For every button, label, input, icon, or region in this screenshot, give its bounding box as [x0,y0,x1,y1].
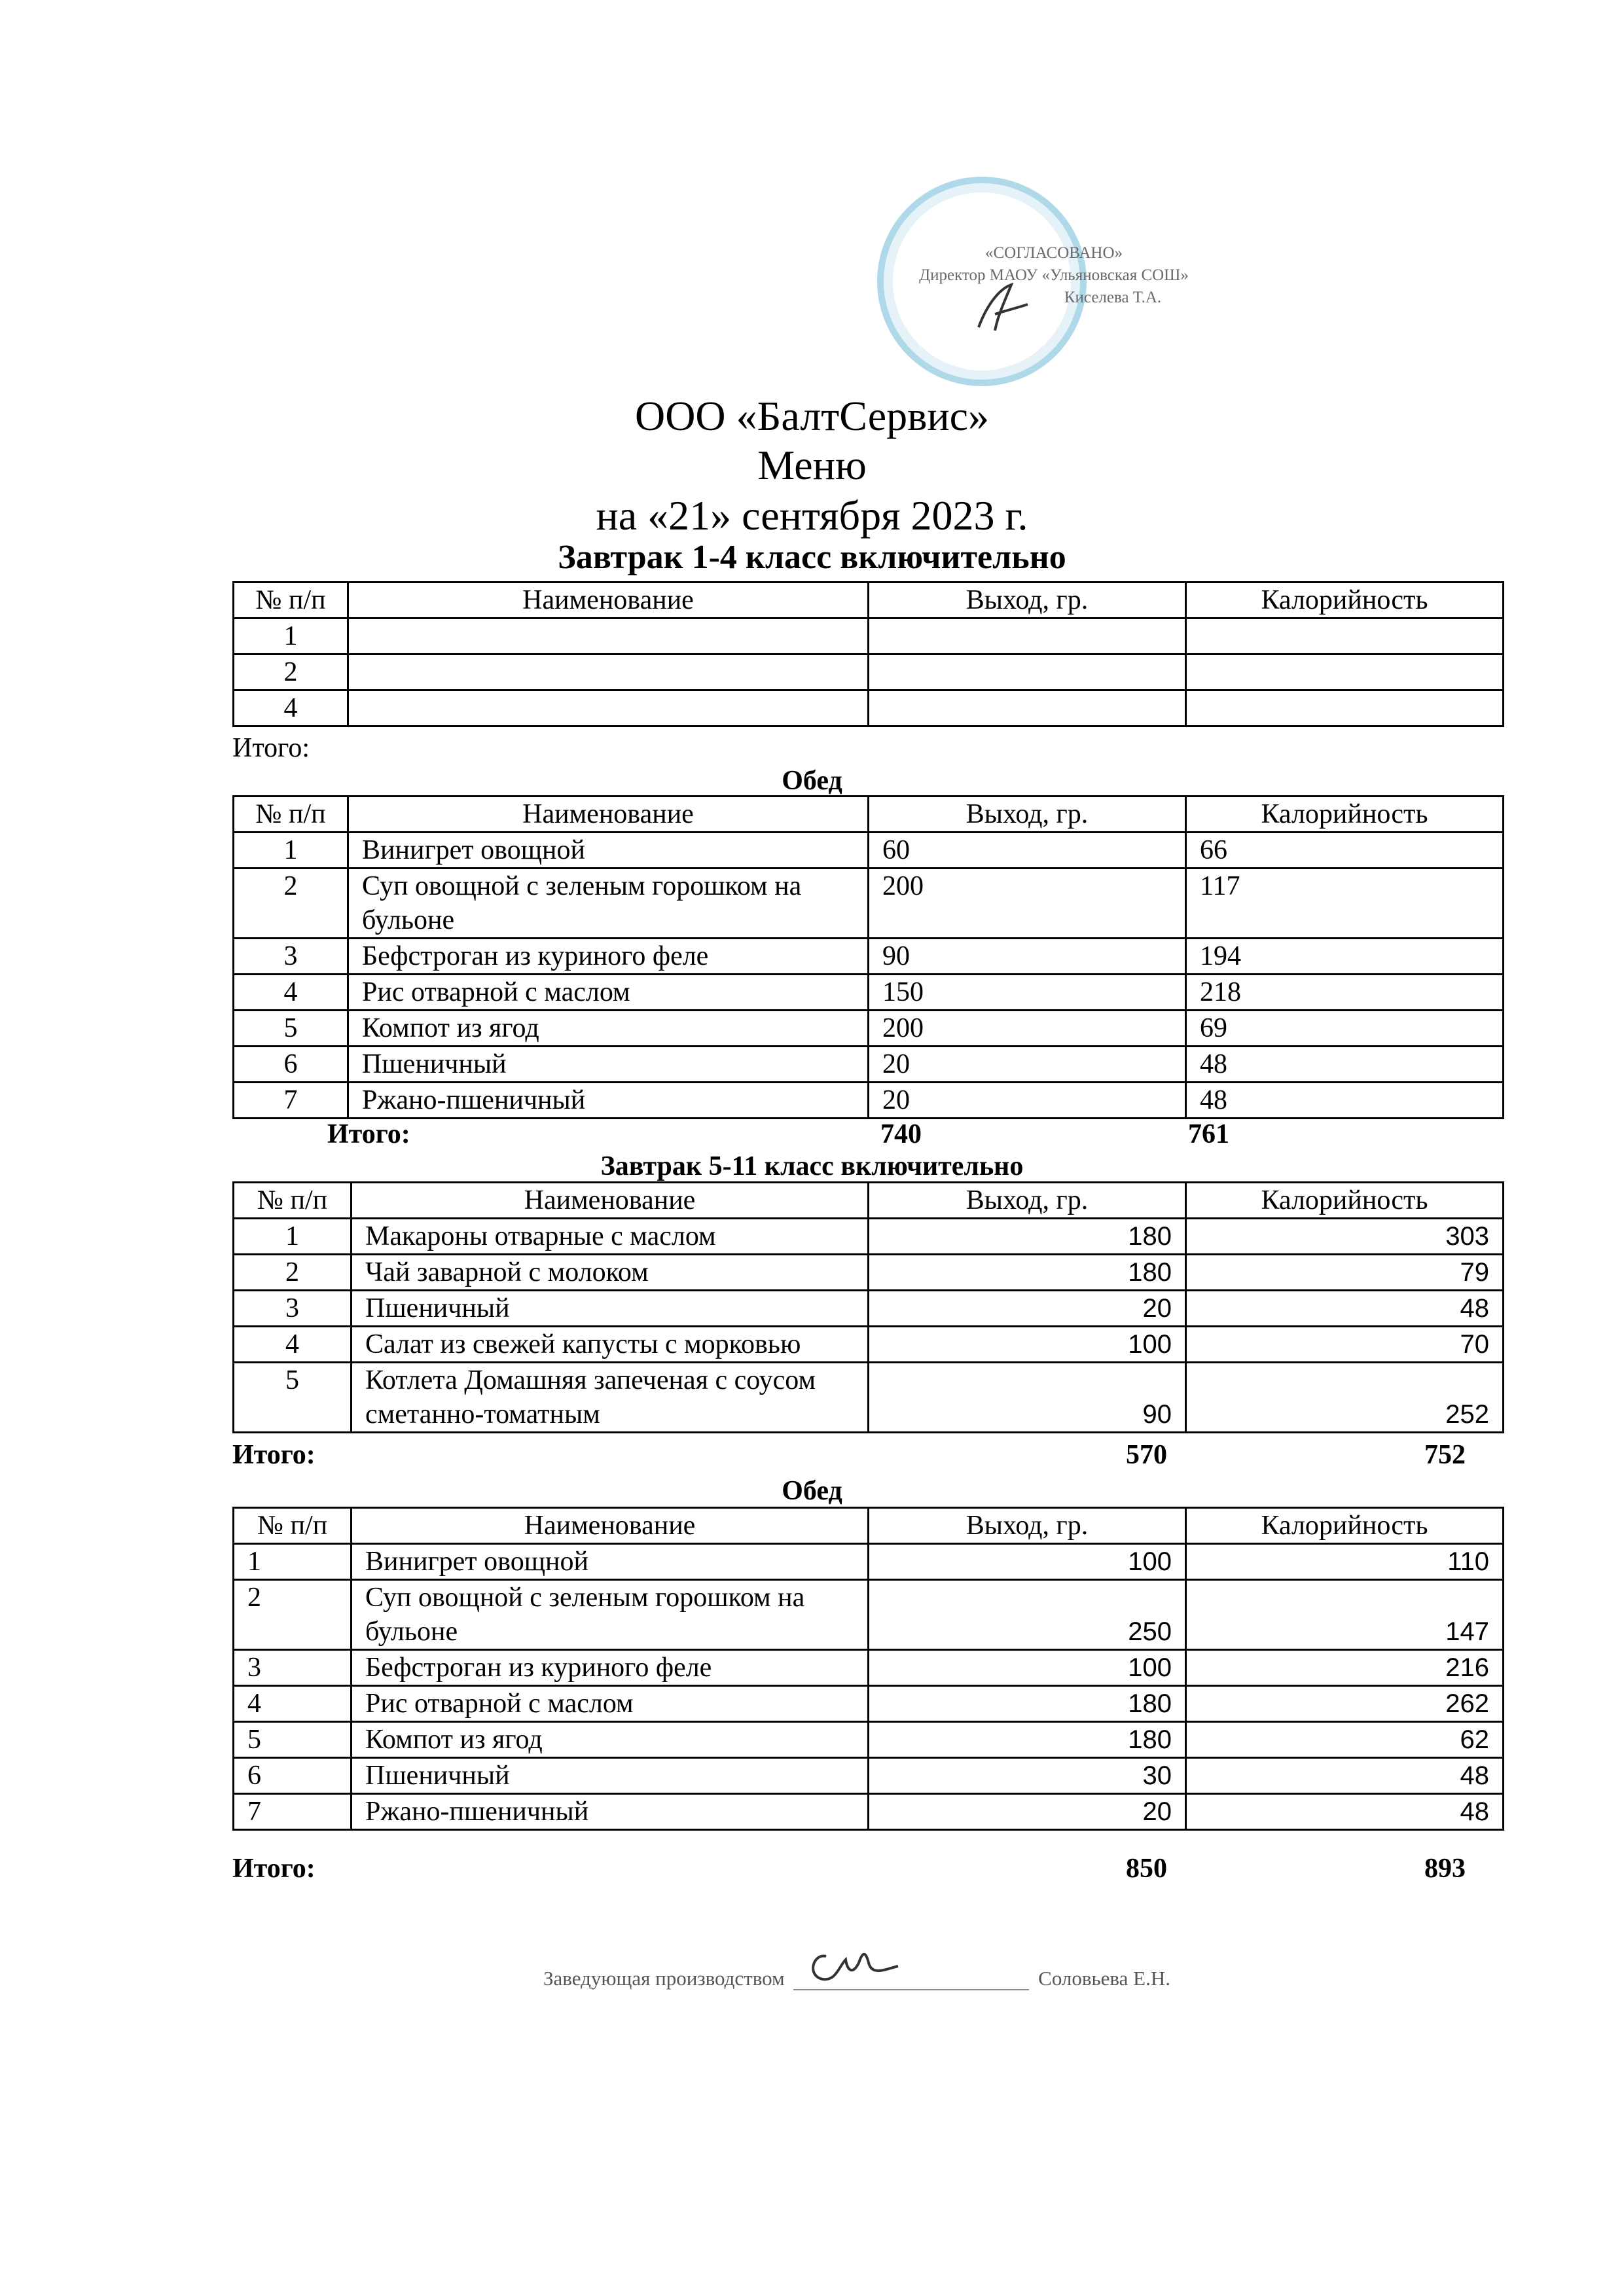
dish-name: Бефстроган из куриного феле [352,1650,869,1686]
approval-stamp [851,164,1257,380]
dish-calories: 216 [1186,1650,1504,1686]
dish-output: 180 [869,1686,1186,1722]
dish-calories: 79 [1186,1255,1504,1291]
row-number: 1 [234,833,348,869]
table-row [234,1255,1504,1291]
table-row [234,1580,1504,1650]
dish-output: 90 [869,1363,1186,1433]
dish-name: Пшеничный [352,1291,869,1327]
section-title: Обед [782,1476,842,1506]
col-header: Наименование [352,1183,869,1219]
row-number: 3 [234,939,348,975]
row-number: 3 [234,1650,352,1686]
table-row [234,1291,1504,1327]
dish-output: 200 [869,869,1186,939]
table-header-row [234,583,1504,619]
row-number: 4 [234,1327,352,1363]
table-row [234,1327,1504,1363]
row-number: 2 [234,655,348,691]
row-number: 2 [234,1255,352,1291]
table-row [234,1794,1504,1830]
dish-calories: 194 [1186,939,1504,975]
row-number: 2 [234,869,348,939]
dish-output: 100 [869,1650,1186,1686]
row-number: 6 [234,1047,348,1083]
signer-name: Соловьева Е.Н. [1038,1967,1170,1990]
col-header: Калорийность [1186,583,1504,619]
dish-calories: 218 [1186,975,1504,1011]
section-title: Завтрак 5-11 класс включительно [600,1151,1024,1181]
table-row [234,1011,1504,1047]
dish-output: 250 [869,1580,1186,1650]
col-header: Выход, гр. [869,583,1186,619]
dish-name: Винигрет овощной [348,833,869,869]
col-header: № п/п [234,583,348,619]
dish-output: 20 [869,1794,1186,1830]
dish-calories: 147 [1186,1580,1504,1650]
row-number: 7 [234,1794,352,1830]
table-row [234,1722,1504,1758]
row-number: 4 [234,975,348,1011]
dish-calories: 69 [1186,1011,1504,1047]
dish-output: 100 [869,1544,1186,1580]
dish-calories [1186,691,1504,726]
dish-name [348,655,869,691]
doc-title: Меню [757,442,867,488]
table-row [234,691,1504,726]
col-header: Наименование [348,583,869,619]
total-label: Итого: [232,1854,316,1884]
dish-output: 30 [869,1758,1186,1794]
total-calories: 761 [1188,1119,1229,1149]
row-number: 3 [234,1291,352,1327]
table-header-row [234,1508,1504,1544]
table-row [234,1544,1504,1580]
table-row [234,1686,1504,1722]
col-header: Выход, гр. [869,797,1186,833]
row-number: 5 [234,1011,348,1047]
dish-calories: 66 [1186,833,1504,869]
dish-name: Компот из ягод [348,1011,869,1047]
row-number: 6 [234,1758,352,1794]
table-row [234,619,1504,655]
table-header-row [234,797,1504,833]
dish-name: Пшеничный [348,1047,869,1083]
col-header: № п/п [234,1183,352,1219]
table-row [234,1650,1504,1686]
dish-name: Ржано-пшеничный [352,1794,869,1830]
col-header: № п/п [234,797,348,833]
dish-name: Суп овощной с зеленым горошком на бульоне [352,1580,869,1650]
row-number: 1 [234,1544,352,1580]
dish-output: 100 [869,1327,1186,1363]
director-signature [965,275,1038,340]
dish-name: Ржано-пшеничный [348,1083,869,1119]
total-output: 570 [1126,1440,1167,1470]
total-output: 850 [1126,1854,1167,1884]
dish-name: Рис отварной с маслом [348,975,869,1011]
dish-output: 200 [869,1011,1186,1047]
table-row [234,939,1504,975]
table-row [234,655,1504,691]
col-header: Калорийность [1186,1508,1504,1544]
stamp-text [851,242,1257,309]
total-label: Итого: [232,733,310,763]
stamp-line-2: Директор МАОУ «Ульяновская СОШ» [919,266,1189,284]
dish-output: 180 [869,1219,1186,1255]
dish-output [869,655,1186,691]
dish-calories [1186,655,1504,691]
dish-name: Котлета Домашняя запеченая с соусом сметанно-томатным [352,1363,869,1433]
col-header: Калорийность [1186,797,1504,833]
table-row [234,1219,1504,1255]
total-label: Итого: [327,1119,410,1149]
signature-line [793,1969,1029,1990]
dish-output: 20 [869,1083,1186,1119]
dish-name: Винигрет овощной [352,1544,869,1580]
total-calories: 893 [1424,1854,1466,1884]
col-header: Выход, гр. [869,1508,1186,1544]
table-row [234,869,1504,939]
table-row [234,1083,1504,1119]
dish-output: 150 [869,975,1186,1011]
menu-table [232,1181,1504,1433]
col-header: Выход, гр. [869,1183,1186,1219]
dish-output [869,619,1186,655]
row-number: 5 [234,1363,352,1433]
dish-name: Суп овощной с зеленым горошком на бульоне [348,869,869,939]
row-number: 7 [234,1083,348,1119]
dish-calories: 48 [1186,1291,1504,1327]
dish-name [348,691,869,726]
stamp-line-1: «СОГЛАСОВАНО» [984,244,1123,262]
production-manager-signature [800,1930,905,1989]
dish-calories: 110 [1186,1544,1504,1580]
dish-calories: 62 [1186,1722,1504,1758]
table-row [234,1047,1504,1083]
dish-calories [1186,619,1504,655]
dish-output: 60 [869,833,1186,869]
table-row [234,1363,1504,1433]
dish-output [869,691,1186,726]
total-calories: 752 [1424,1440,1466,1470]
dish-output: 180 [869,1722,1186,1758]
menu-table [232,1507,1504,1831]
dish-output: 180 [869,1255,1186,1291]
stamp-line-3: Киселева Т.А. [1064,289,1162,306]
menu-table [232,795,1504,1119]
dish-calories: 48 [1186,1758,1504,1794]
dish-output: 20 [869,1047,1186,1083]
dish-name: Салат из свежей капусты с морковью [352,1327,869,1363]
col-header: Калорийность [1186,1183,1504,1219]
dish-calories: 117 [1186,869,1504,939]
row-number: 1 [234,619,348,655]
dish-name: Пшеничный [352,1758,869,1794]
table-row [234,975,1504,1011]
dish-calories: 48 [1186,1047,1504,1083]
dish-calories: 252 [1186,1363,1504,1433]
row-number: 4 [234,1686,352,1722]
signer-role: Заведующая производством [543,1967,785,1990]
row-number: 5 [234,1722,352,1758]
col-header: № п/п [234,1508,352,1544]
section-title: Завтрак 1-4 класс включительно [558,539,1066,576]
dish-output: 90 [869,939,1186,975]
table-row [234,1758,1504,1794]
doc-date: на «21» сентября 2023 г. [596,492,1028,539]
menu-table [232,581,1504,727]
dish-name: Чай заварной с молоком [352,1255,869,1291]
dish-calories: 48 [1186,1083,1504,1119]
dish-calories: 303 [1186,1219,1504,1255]
dish-calories: 70 [1186,1327,1504,1363]
dish-name: Бефстроган из куриного феле [348,939,869,975]
org-name: ООО «БалтСервис» [634,393,990,439]
production-signature [543,1967,1170,1990]
dish-name: Рис отварной с маслом [352,1686,869,1722]
col-header: Наименование [352,1508,869,1544]
dish-calories: 262 [1186,1686,1504,1722]
row-number: 1 [234,1219,352,1255]
dish-output: 20 [869,1291,1186,1327]
row-number: 4 [234,691,348,726]
total-label: Итого: [232,1440,316,1470]
row-number: 2 [234,1580,352,1650]
total-output: 740 [880,1119,922,1149]
table-header-row [234,1183,1504,1219]
dish-calories: 48 [1186,1794,1504,1830]
dish-name: Компот из ягод [352,1722,869,1758]
section-title: Обед [782,766,842,796]
dish-name: Макароны отварные с маслом [352,1219,869,1255]
dish-name [348,619,869,655]
table-row [234,833,1504,869]
col-header: Наименование [348,797,869,833]
